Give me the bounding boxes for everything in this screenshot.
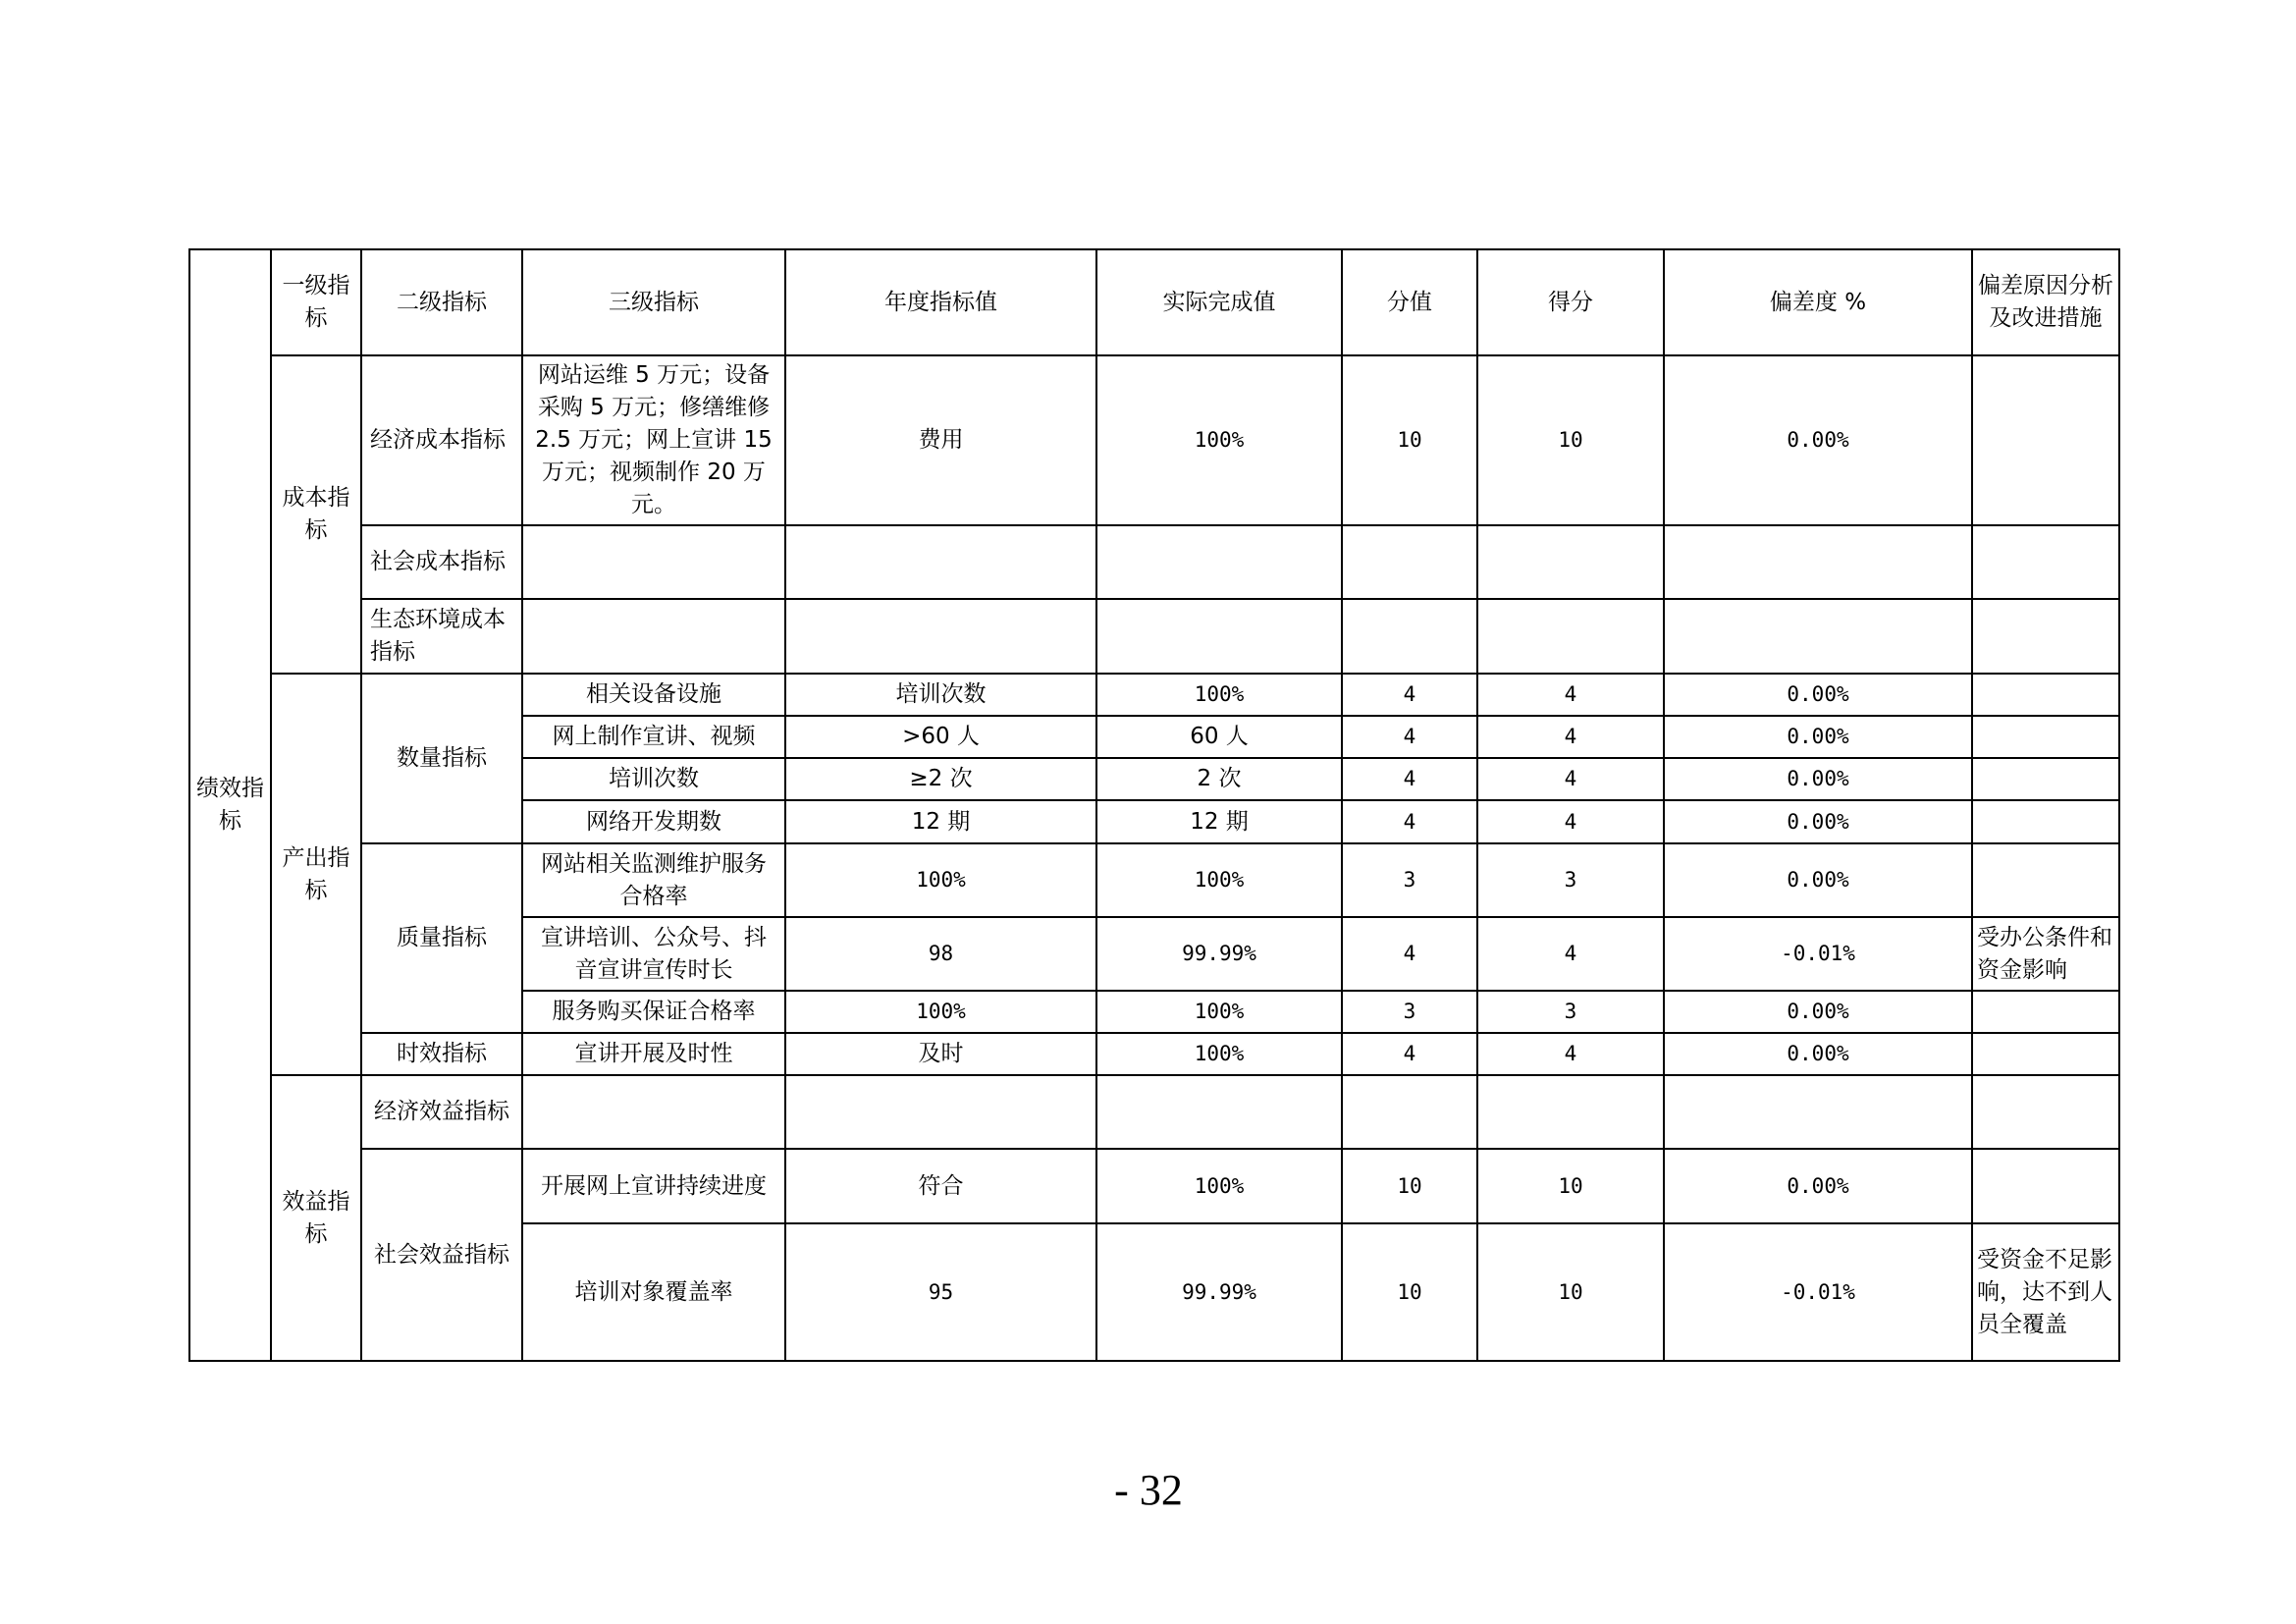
score-cell: 4: [1477, 1033, 1664, 1075]
analysis-cell: 受办公条件和资金影响: [1972, 917, 2119, 991]
score-cell: 4: [1477, 758, 1664, 800]
analysis-cell: [1972, 1075, 2119, 1149]
score-cell: 10: [1477, 1149, 1664, 1223]
level3-cell: 网站相关监测维护服务合格率: [522, 843, 785, 917]
annual-target-cell: ≥2 次: [785, 758, 1096, 800]
annual-target-cell: 98: [785, 917, 1096, 991]
annual-target-cell: 及时: [785, 1033, 1096, 1075]
level2-cell: 社会成本指标: [361, 525, 522, 599]
group-cost-label: 成本指标: [271, 355, 361, 674]
group-output-label: 产出指标: [271, 674, 361, 1075]
level3-cell: 网上制作宣讲、视频: [522, 716, 785, 758]
header-analysis: 偏差原因分析及改进措施: [1972, 249, 2119, 355]
annual-target-cell: 100%: [785, 843, 1096, 917]
score-cell: 4: [1477, 800, 1664, 843]
header-score-value: 分值: [1342, 249, 1477, 355]
level3-cell: [522, 525, 785, 599]
header-deviation: 偏差度 %: [1664, 249, 1972, 355]
score-cell: 4: [1477, 917, 1664, 991]
page-number: - 32: [1114, 1466, 1183, 1514]
actual-cell: [1096, 1075, 1342, 1149]
level3-cell: [522, 1075, 785, 1149]
score-value-cell: 10: [1342, 1223, 1477, 1361]
score-cell: 3: [1477, 991, 1664, 1033]
actual-cell: 100%: [1096, 843, 1342, 917]
actual-cell: 100%: [1096, 355, 1342, 525]
deviation-cell: [1664, 599, 1972, 674]
analysis-cell: [1972, 716, 2119, 758]
score-value-cell: 10: [1342, 1149, 1477, 1223]
score-cell: 10: [1477, 355, 1664, 525]
analysis-cell: [1972, 674, 2119, 716]
table-row: [189, 843, 2119, 917]
level2-quantity-cell: 数量指标: [361, 674, 522, 843]
deviation-cell: 0.00%: [1664, 1149, 1972, 1223]
actual-cell: 2 次: [1096, 758, 1342, 800]
score-value-cell: 4: [1342, 800, 1477, 843]
deviation-cell: 0.00%: [1664, 843, 1972, 917]
deviation-cell: -0.01%: [1664, 917, 1972, 991]
score-cell: 4: [1477, 674, 1664, 716]
header-level3: 三级指标: [522, 249, 785, 355]
table-row: [189, 525, 2119, 599]
performance-indicator-table: [188, 248, 2120, 1362]
annual-target-cell: >60 人: [785, 716, 1096, 758]
header-score: 得分: [1477, 249, 1664, 355]
score-cell: 3: [1477, 843, 1664, 917]
level3-cell: 宣讲开展及时性: [522, 1033, 785, 1075]
analysis-cell: [1972, 525, 2119, 599]
deviation-cell: 0.00%: [1664, 991, 1972, 1033]
actual-cell: 12 期: [1096, 800, 1342, 843]
level3-cell: 培训对象覆盖率: [522, 1223, 785, 1361]
score-cell: 10: [1477, 1223, 1664, 1361]
level3-cell: 开展网上宣讲持续进度: [522, 1149, 785, 1223]
actual-cell: [1096, 525, 1342, 599]
actual-cell: 100%: [1096, 1033, 1342, 1075]
actual-cell: 99.99%: [1096, 917, 1342, 991]
level3-cell: 相关设备设施: [522, 674, 785, 716]
score-value-cell: 3: [1342, 843, 1477, 917]
analysis-cell: [1972, 991, 2119, 1033]
actual-cell: 100%: [1096, 674, 1342, 716]
analysis-cell: [1972, 800, 2119, 843]
header-level2: 二级指标: [361, 249, 522, 355]
level2-social-benefit-cell: 社会效益指标: [361, 1149, 522, 1361]
score-value-cell: 4: [1342, 917, 1477, 991]
annual-target-cell: 95: [785, 1223, 1096, 1361]
analysis-cell: [1972, 355, 2119, 525]
analysis-cell: [1972, 843, 2119, 917]
level3-cell: 网站运维 5 万元；设备采购 5 万元；修缮维修 2.5 万元；网上宣讲 15 万元；视频制作 20 万元。: [522, 355, 785, 525]
annual-target-cell: 培训次数: [785, 674, 1096, 716]
header-level1: 一级指标: [271, 249, 361, 355]
deviation-cell: 0.00%: [1664, 674, 1972, 716]
table-header-row: [189, 249, 2119, 355]
actual-cell: 99.99%: [1096, 1223, 1342, 1361]
level3-cell: 网络开发期数: [522, 800, 785, 843]
actual-cell: 100%: [1096, 991, 1342, 1033]
analysis-cell: [1972, 599, 2119, 674]
score-value-cell: 4: [1342, 674, 1477, 716]
analysis-cell: [1972, 758, 2119, 800]
level3-cell: 培训次数: [522, 758, 785, 800]
actual-cell: [1096, 599, 1342, 674]
annual-target-cell: [785, 1075, 1096, 1149]
level2-cell: 经济效益指标: [361, 1075, 522, 1149]
annual-target-cell: 100%: [785, 991, 1096, 1033]
deviation-cell: 0.00%: [1664, 800, 1972, 843]
deviation-cell: [1664, 1075, 1972, 1149]
annual-target-cell: [785, 599, 1096, 674]
level2-cell: 生态环境成本指标: [361, 599, 522, 674]
group-benefit-label: 效益指标: [271, 1075, 361, 1361]
score-value-cell: 4: [1342, 758, 1477, 800]
table-row: [189, 355, 2119, 525]
header-annual-target: 年度指标值: [785, 249, 1096, 355]
level2-cell: 时效指标: [361, 1033, 522, 1075]
deviation-cell: 0.00%: [1664, 758, 1972, 800]
score-value-cell: [1342, 1075, 1477, 1149]
score-value-cell: 10: [1342, 355, 1477, 525]
score-cell: [1477, 1075, 1664, 1149]
deviation-cell: [1664, 525, 1972, 599]
deviation-cell: 0.00%: [1664, 716, 1972, 758]
annual-target-cell: 12 期: [785, 800, 1096, 843]
level3-cell: [522, 599, 785, 674]
score-value-cell: 3: [1342, 991, 1477, 1033]
score-cell: [1477, 525, 1664, 599]
level2-quality-cell: 质量指标: [361, 843, 522, 1033]
actual-cell: 100%: [1096, 1149, 1342, 1223]
analysis-cell: [1972, 1149, 2119, 1223]
analysis-cell: [1972, 1033, 2119, 1075]
deviation-cell: 0.00%: [1664, 355, 1972, 525]
table-row: [189, 599, 2119, 674]
score-cell: [1477, 599, 1664, 674]
score-value-cell: 4: [1342, 716, 1477, 758]
level3-cell: 宣讲培训、公众号、抖音宣讲宣传时长: [522, 917, 785, 991]
annual-target-cell: [785, 525, 1096, 599]
header-actual: 实际完成值: [1096, 249, 1342, 355]
score-cell: 4: [1477, 716, 1664, 758]
deviation-cell: 0.00%: [1664, 1033, 1972, 1075]
section-label-cell: 绩效指标: [189, 249, 271, 1361]
annual-target-cell: 符合: [785, 1149, 1096, 1223]
actual-cell: 60 人: [1096, 716, 1342, 758]
level3-cell: 服务购买保证合格率: [522, 991, 785, 1033]
table-row: [189, 674, 2119, 716]
table-row: [189, 1149, 2119, 1223]
score-value-cell: [1342, 525, 1477, 599]
annual-target-cell: 费用: [785, 355, 1096, 525]
analysis-cell: 受资金不足影响，达不到人员全覆盖: [1972, 1223, 2119, 1361]
deviation-cell: -0.01%: [1664, 1223, 1972, 1361]
level2-cell: 经济成本指标: [361, 355, 522, 525]
table-row: [189, 1033, 2119, 1075]
score-value-cell: [1342, 599, 1477, 674]
score-value-cell: 4: [1342, 1033, 1477, 1075]
table-row: [189, 1075, 2119, 1149]
